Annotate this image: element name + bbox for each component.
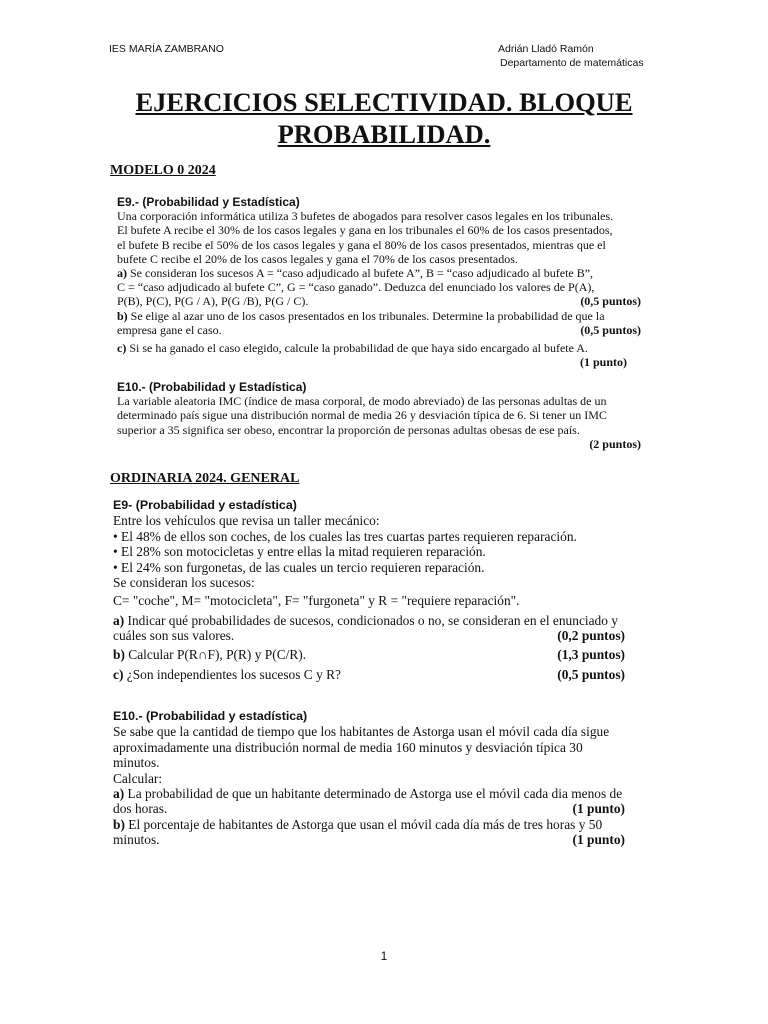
points-label: (0,2 puntos) [557,628,625,644]
points-label: (1 punto) [579,355,627,370]
points-label: (0,5 puntos) [557,667,625,683]
exercise-e9-modelo [117,195,641,369]
text-line: el bufete B recibe el 50% de los casos legales y gana el 80% de los casos presentados, mientras que el [117,237,606,252]
item-label: a) [113,612,125,628]
points-label: (1 punto) [572,832,625,848]
exercise-e10-ordinaria [113,709,625,848]
section-heading-ordinaria: ORDINARIA 2024. GENERAL [110,471,300,486]
document-title-line2: PROBABILIDAD. [277,119,491,149]
text-line: El bufete A recibe el 30% de los casos legales y gana en los tribunales el 60% de los casos presentados, [117,223,613,238]
text-line: Una corporación informática utiliza 3 bufetes de abogados para resolver casos legales en los tribunales. [117,209,614,224]
item-label: a) [117,266,127,281]
exercise-e9-ordinaria [113,498,625,682]
text-line: determinado país sigue una distribución normal de media 26 y desviación típica de 6. Si tener un IMC [117,408,607,423]
exercise-e10-modelo [117,380,641,451]
text-line: P(B), P(C), P(G / A), P(G /B), P(G / C). [117,294,309,309]
page-number: 1 [380,949,388,963]
text-line: superior a 35 significa ser obeso, encontrar la proporción de personas adultas obesas de ese país. [117,422,580,437]
document-title-line1: EJERCICIOS SELECTIVIDAD. BLOQUE [135,87,633,117]
text-line: bufete C recibe el 20% de los casos legales y gana el 70% de los casos presentados. [117,251,518,266]
text-line: Indicar qué probabilidades de sucesos, condicionados o no, se consideran en el enunciado y [127,612,618,628]
exercise-heading: E10.- (Probabilidad y Estadística) [117,380,307,394]
author-name: Adrián Lladó Ramón [498,43,594,55]
text-line: • El 48% de ellos son coches, de los cuales las tres cuartas partes requieren reparación. [113,528,577,544]
text-line: El porcentaje de habitantes de Astorga que usan el móvil cada día más de tres horas y 50 [128,816,603,832]
text-line: La probabilidad de que un habitante determinado de Astorga use el móvil cada dia menos de [127,786,623,802]
item-label: b) [113,646,125,662]
text-line: ¿Son independientes los sucesos C y R? [126,667,341,683]
exercise-heading: E10.- (Probabilidad y estadística) [113,709,308,723]
text-line: Se elige al azar uno de los casos presentados en los tribunales. Determine la probabilidad de que la [130,308,605,323]
text-line: Calcular: [113,770,163,786]
item-label: c) [117,341,127,356]
text-line: dos horas. [113,801,168,817]
points-label: (2 puntos) [589,436,641,451]
text-line: Se sabe que la cantidad de tiempo que los habitantes de Astorga usan el móvil cada día sigue [113,724,610,740]
text-line: • El 28% son motocicletas y entre ellas la mitad requieren reparación. [113,544,486,560]
text-line: La variable aleatoria IMC (índice de masa corporal, de modo abreviado) de las personas adultas de un [117,394,607,409]
item-label: b) [113,816,125,832]
text-line: Si se ha ganado el caso elegido, calcule la probabilidad de que haya sido encargado al bufete A. [129,341,588,356]
item-label: c) [113,667,124,683]
events-line: C= "coche", M= "motocicleta", F= "furgoneta" y R = "requiere reparación". [113,593,520,609]
points-label: (1,3 puntos) [557,646,625,662]
section-heading-modelo: MODELO 0 2024 [110,163,216,178]
item-label: a) [113,786,125,802]
text-line: Entre los vehículos que revisa un taller mecánico: [113,513,380,529]
text-line: C = “caso adjudicado al bufete C”, G = “caso ganado”. Deduzca del enunciado los valores de P(A), [117,280,595,295]
text-line: minutos. [113,832,160,848]
exercise-heading: E9- (Probabilidad y estadística) [113,498,297,512]
text-line: Calcular P(R∩F), P(R) y P(C/R). [128,646,307,662]
points-label: (0,5 puntos) [580,294,641,309]
points-label: (1 punto) [572,801,625,817]
exercise-heading: E9.- (Probabilidad y Estadística) [117,195,300,209]
school-name: IES MARÍA ZAMBRANO [109,43,224,55]
department-name: Departamento de matemáticas [500,57,644,69]
item-label: b) [117,308,128,323]
points-label: (0,5 puntos) [580,322,641,337]
text-line: Se consideran los sucesos A = “caso adjudicado al bufete A”, B = “caso adjudicado al bufete B”, [130,266,594,281]
text-line: empresa gane el caso. [117,322,222,337]
text-line: cuáles son sus valores. [113,628,235,644]
text-line: aproximadamente una distribución normal de media 160 minutos y desviación típica 30 minutos. [113,739,583,771]
text-line: • El 24% son furgonetas, de las cuales un tercio requieren reparación. [113,559,485,575]
text-line: Se consideran los sucesos: [113,575,255,591]
